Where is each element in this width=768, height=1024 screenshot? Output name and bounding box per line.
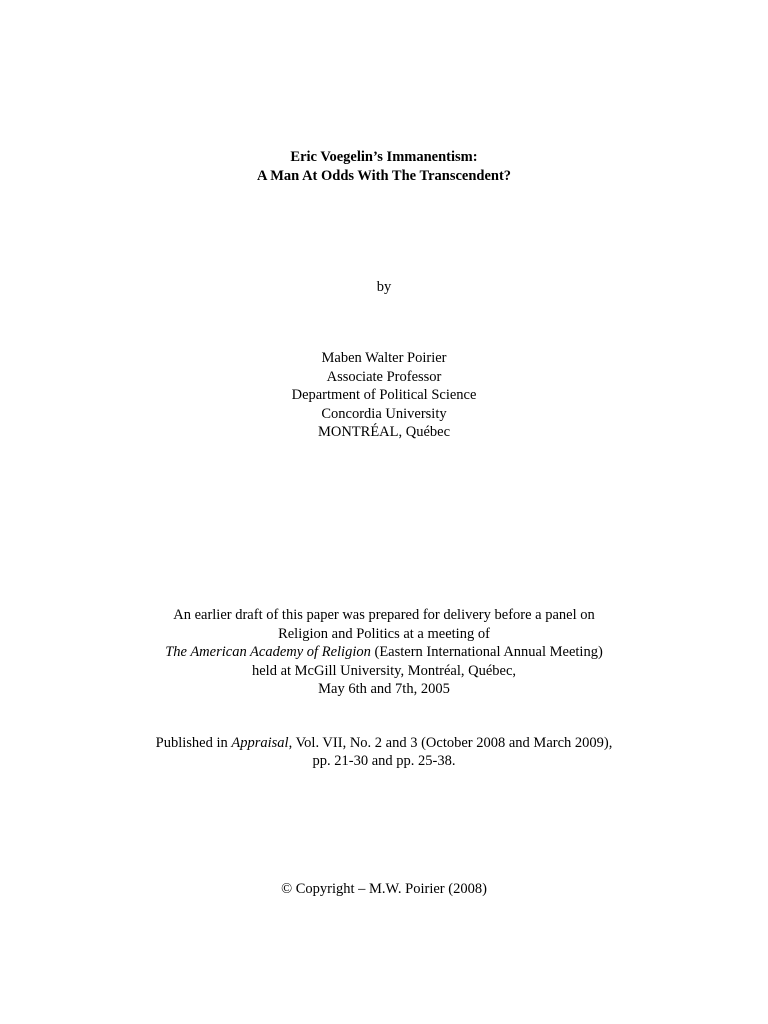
publication-prefix: Published in [155,735,232,751]
publication-pages: pp. 21-30 and pp. 25-38. [312,753,456,769]
author-university: Concordia University [321,406,447,422]
academy-name: The American Academy of Religion [165,644,371,660]
author-name: Maben Walter Poirier [321,350,447,366]
author-department: Department of Political Science [291,387,477,403]
note-line-5: May 6th and 7th, 2005 [318,681,450,697]
note-line-3 [0,643,768,662]
note-line-2: Religion and Politics at a meeting of [278,626,490,642]
copyright-notice: © Copyright – M.W. Poirier (2008) [281,881,487,897]
note-line-1: An earlier draft of this paper was prepared for delivery before a panel on [173,607,595,623]
paper-title-line-1: Eric Voegelin’s Immanentism: [290,149,478,165]
publication-line-1 [0,734,768,753]
meeting-description: (Eastern International Annual Meeting) [370,644,603,660]
journal-name: Appraisal [231,735,289,751]
by-line: by [376,279,392,295]
note-line-4: held at McGill University, Montréal, Québec, [251,663,517,679]
author-location: MONTRÉAL, Québec [317,424,451,440]
publication-details: , Vol. VII, No. 2 and 3 (October 2008 and March 2009), [288,735,613,751]
author-position: Associate Professor [326,369,442,385]
paper-title-line-2: A Man At Odds With The Transcendent? [256,168,512,184]
